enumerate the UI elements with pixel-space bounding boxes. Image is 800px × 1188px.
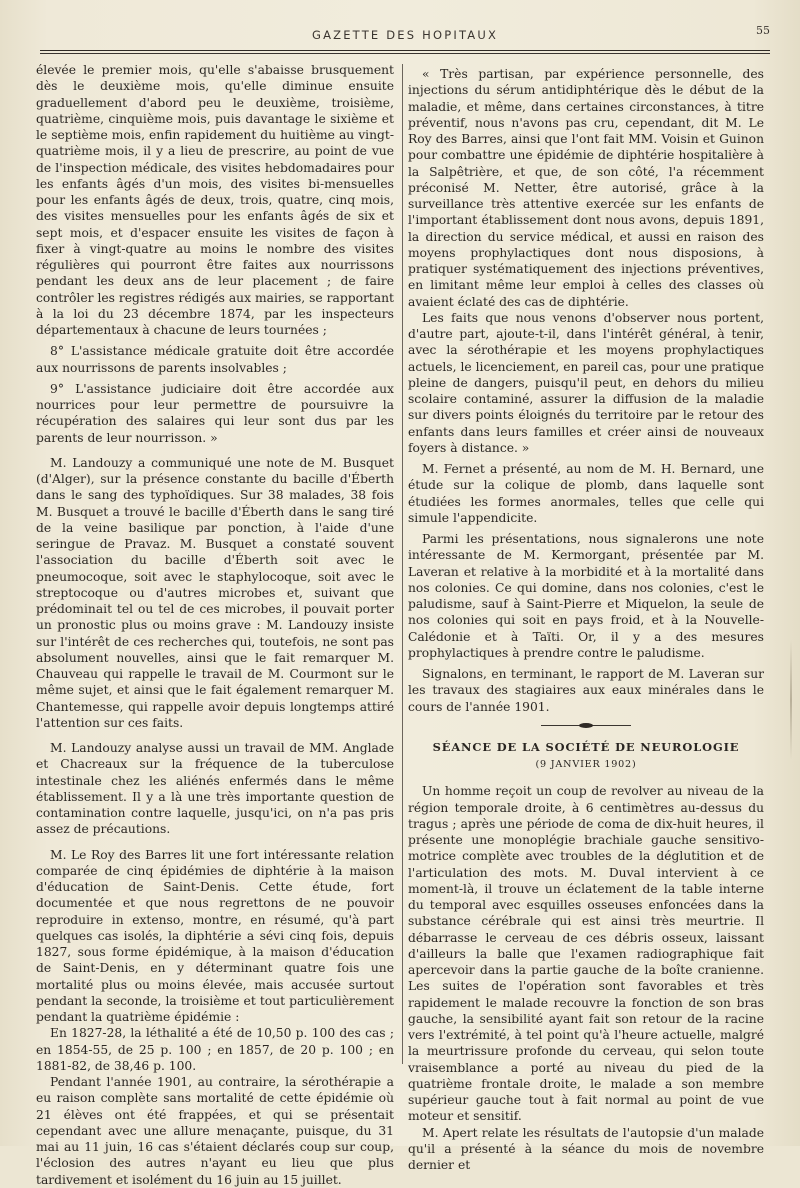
paragraph: « Très partisan, par expérience personnelle, des injections du sérum antidiphtérique dès le début de la maladie, et même, dans certaines circonstances, à titre préventif, nous n'avons pas cru, cependant, dit M. Le Roy des Barres, ainsi que l'ont fait MM. Voisin et Guinon pour combattre une épidémie de diphtérie hospitalière à la Salpêtrière, et que, de son côté, l'a récemment préconisé M. Netter, être autorisé, grâce à la surveillance très attentive exercée sur les enfants de l'important établissement dont nous avons, depuis 1891, la direction du service médical, et aussi en raison des moyens prophylactiques dont nous disposions, à pratiquer systématiquement des injections préventives, en limitant même leur emploi à celles des classes où avaient éclaté des cas de diphtérie. (408, 67, 764, 309)
left-column (36, 62, 394, 1188)
paragraph: M. Apert relate les résultats de l'autopsie d'un malade qu'il a présenté à la séance du mois de novembre dernier et (408, 1125, 764, 1172)
paragraph: 9° L'assistance judiciaire doit être accordée aux nourrices pour leur permettre de poursuivre la récupération des salaires qui leur sont dus par les parents de leur nourrisson. » (36, 381, 394, 445)
section-date: (9 JANVIER 1902) (535, 759, 637, 770)
page-header (40, 24, 770, 46)
paragraph: Les faits que nous venons d'observer nous portent, d'autre part, ajoute-t-il, dans l'intérêt général, à tenir, avec la sérothérapie et les moyens prophylactiques actuels, le licenciement, en pareil cas, pour une pratique pleine de dangers, puisqu'il peut, en dehors du milieu scolaire contaminé, assurer la diffusion de la maladie sur divers points éloignés du territoire par le retour des enfants dans leurs familles et créer ainsi de nouveaux foyers à distance. » (408, 310, 764, 455)
paragraph: Parmi les présentations, nous signalerons une note intéressante de M. Kermorgant, présentée par M. Laveran et relative à la morbidité et à la mortalité dans nos colonies. Ce qui domine, dans nos colonies, c'est le paludisme, sauf à Saint-Pierre et Miquelon, la seule de nos colonies qui soit en pays froid, et à la Nouvelle-Calédonie et à Taïti. Or, il y a des mesures prophylactiques à prendre contre le paludisme. (408, 532, 764, 660)
section-title: SÉANCE DE LA SOCIÉTÉ DE NEUROLOGIE (432, 739, 740, 754)
paragraph: M. Fernet a présenté, au nom de M. H. Bernard, une étude sur la colique de plomb, dans laquelle sont étudiées les formes anormales, telles que celle qui simule l'appendicite. (408, 462, 764, 525)
paragraph: En 1827-28, la léthalité a été de 10,50 p. 100 des cas ; en 1854-55, de 25 p. 100 ; en 1857, de 20 p. 100 ; en 1881-82, de 38,46 p. 100. (36, 1026, 394, 1073)
right-column (408, 66, 764, 1173)
paragraph: Un homme reçoit un coup de revolver au niveau de la région temporale droite, à 6 centimètres au-dessus du tragus ; après une période de coma de dix-huit heures, il présente une monoplégie brachiale gauche sensitivo-motrice complète avec troubles de la déglutition et de l'articulation des mots. M. Duval intervient à ce moment-là, il trouve un éclatement de la table interne du temporal avec esquilles osseuses enfoncées dans la substance cérébrale qui est ainsi très meurtrie. Il débarrasse le cerveau de ces débris osseux, laissant d'ailleurs la balle que l'examen radiographique fait apercevoir dans la partie gauche de la boîte cranienne. Les suites de l'opération sont favorables et très rapidement le malade recouvre la fonction de son bras gauche, la sensibilité ayant fait son retour de la racine vers l'extrémité, à tel point qu'à l'heure actuelle, malgré la meurtrissure profonde du cerveau, qui selon toute vraisemblance a porté au niveau du pied de la quatrième frontale droite, le malade a son membre supérieur gauche tout à fait normal au point de vue moteur et sensitif. (408, 784, 764, 1124)
column-divider (402, 64, 403, 1064)
running-title: GAZETTE DES HOPITAUX (311, 28, 499, 42)
paragraph: M. Le Roy des Barres lit une fort intéressante relation comparée de cinq épidémies de diphtérie à la maison d'éducation de Saint-Denis. Cette étude, fort documentée et que nous regrettons de ne pouvoir reproduire in extenso, montre, en résumé, qu'à part quelques cas isolés, la diphtérie a sévi cinq fois, depuis 1827, sous forme épidémique, à la maison d'éducation de Saint-Denis, en y déterminant quatre fois une mortalité plus ou moins élevée, mais accusée surtout pendant la seconde, la troisième et tout particulièrement pendant la quatrième épidémie : (36, 847, 394, 1024)
page-edge-shadow (790, 640, 792, 760)
paragraph: 8° L'assistance médicale gratuite doit être accordée aux nourrissons de parents insolvables ; (36, 344, 394, 375)
header-rule (40, 50, 770, 51)
page-number: 55 (756, 24, 770, 37)
header-rule-thin (40, 53, 770, 54)
paragraph: M. Landouzy analyse aussi un travail de MM. Anglade et Chacreaux sur la fréquence de la tuberculose intestinale chez les aliénés enfermés dans le même établissement. Il y a là une très importante question de contamination contre laquelle, jusqu'ici, on n'a pas pris assez de précautions. (36, 741, 394, 837)
paragraph: Pendant l'année 1901, au contraire, la sérothérapie a eu raison complète sans mortalité de cette épidémie où 21 élèves ont été frappées, et qui se présentait cependant avec une allure menaçante, puisque, du 31 mai au 11 juin, 16 cas s'étaient déclarés coup sur coup, l'éclosion des autres n'ayant eu lieu que plus tardivement et isolément du 16 juin au 15 juillet. (36, 1075, 394, 1187)
paragraph: M. Landouzy a communiqué une note de M. Busquet (d'Alger), sur la présence constante du bacille d'Éberth dans le sang des typhoïdiques. Sur 38 malades, 38 fois M. Busquet a trouvé le bacille d'Éberth dans le sang tiré de la veine basilique par ponction, à l'aide d'une seringue de Pravaz. M. Busquet a constaté souvent l'association du bacille d'Éberth soit avec le pneumocoque, soit avec le staphylocoque, soit avec le streptocoque ou d'autres microbes et, suivant que prédominait tel ou tel de ces microbes, il pouvait porter un pronostic plus ou moins grave : M. Landouzy insiste sur l'intérêt de ces recherches qui, toutefois, ne sont pas absolument nouvelles, ainsi que le fait remarquer M. Chauveau qui rappelle le travail de M. Courmont sur le même sujet, et ainsi que le fait également remarquer M. Chantemesse, qui rappelle avoir depuis longtemps attiré l'attention sur ces faits. (36, 455, 394, 730)
paragraph: Signalons, en terminant, le rapport de M. Laveran sur les travaux des stagiaires aux eaux minérales dans le cours de l'année 1901. (408, 667, 764, 714)
section-separator (541, 723, 631, 729)
paragraph: élevée le premier mois, qu'elle s'abaisse brusquement dès le deuxième mois, qu'elle diminue ensuite graduellement d'abord peu le deuxième, troisième, quatrième, cinquième mois, puis davantage le sixième et le septième mois, enfin rapidement du huitième au vingt-quatrième mois, il y a lieu de prescrire, au point de vue de l'inspection médicale, des visites hebdomadaires pour les enfants âgés d'un mois, des visites bi-mensuelles pour les enfants âgés de deux, trois, quatre, cinq mois, des visites mensuelles pour les enfants âgés de six et sept mois, et d'espacer ensuite les visites de façon à fixer à vingt-quatre au moins le nombre des visites régulières qui pourront être faites aux nourrissons pendant les deux ans de leur placement ; de faire contrôler les registres rédigés aux mairies, se rapportant à la loi du 23 décembre 1874, par les inspecteurs départementaux à chacune de leurs tournées ; (36, 63, 394, 337)
